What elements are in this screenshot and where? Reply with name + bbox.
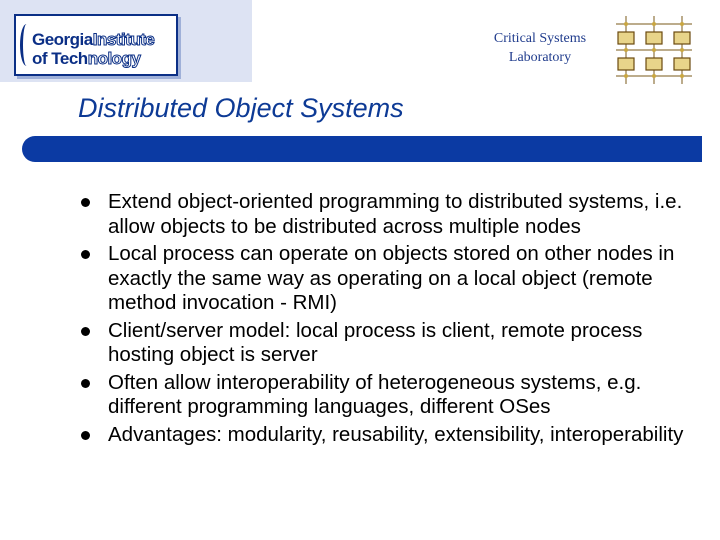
bullet-dot-icon	[81, 431, 90, 440]
bullet-text: Extend object-oriented programming to distributed systems, i.e. allow objects to be distributed across multiple nodes	[108, 190, 683, 238]
lab-name	[470, 29, 610, 67]
lab-name-line-2: Laboratory	[508, 50, 572, 65]
bullet-dot-icon	[81, 198, 90, 207]
bullet-item	[80, 319, 700, 368]
logo-line-1: GeorgiaInstitute	[32, 30, 155, 49]
bullet-list	[80, 190, 700, 450]
bullet-dot-icon	[81, 250, 90, 259]
bullet-text: Client/server model: local process is client, remote process hosting object is server	[108, 318, 643, 366]
slide-title: Distributed Object Systems	[78, 93, 404, 123]
bullet-item	[80, 190, 700, 239]
logo-line-2: of Technology	[32, 49, 141, 68]
bullet-text: Local process can operate on objects stored on other nodes in exactly the same way as operating on a local object (remote method invocation - RMI)	[108, 242, 675, 314]
georgia-tech-logo	[14, 14, 178, 76]
bullet-text: Often allow interoperability of heterogeneous systems, e.g. different programming languages, different OSes	[108, 370, 642, 418]
bullet-text: Advantages: modularity, reusability, extensibility, interoperability	[108, 422, 684, 446]
chip-grid-icon	[612, 14, 696, 86]
bullet-dot-icon	[81, 327, 90, 336]
lab-name-line-1: Critical Systems	[493, 31, 587, 46]
bullet-item	[80, 371, 700, 420]
title-rule-bar	[22, 136, 702, 162]
bullet-item	[80, 423, 700, 448]
bullet-dot-icon	[81, 379, 90, 388]
bullet-item	[80, 242, 700, 316]
